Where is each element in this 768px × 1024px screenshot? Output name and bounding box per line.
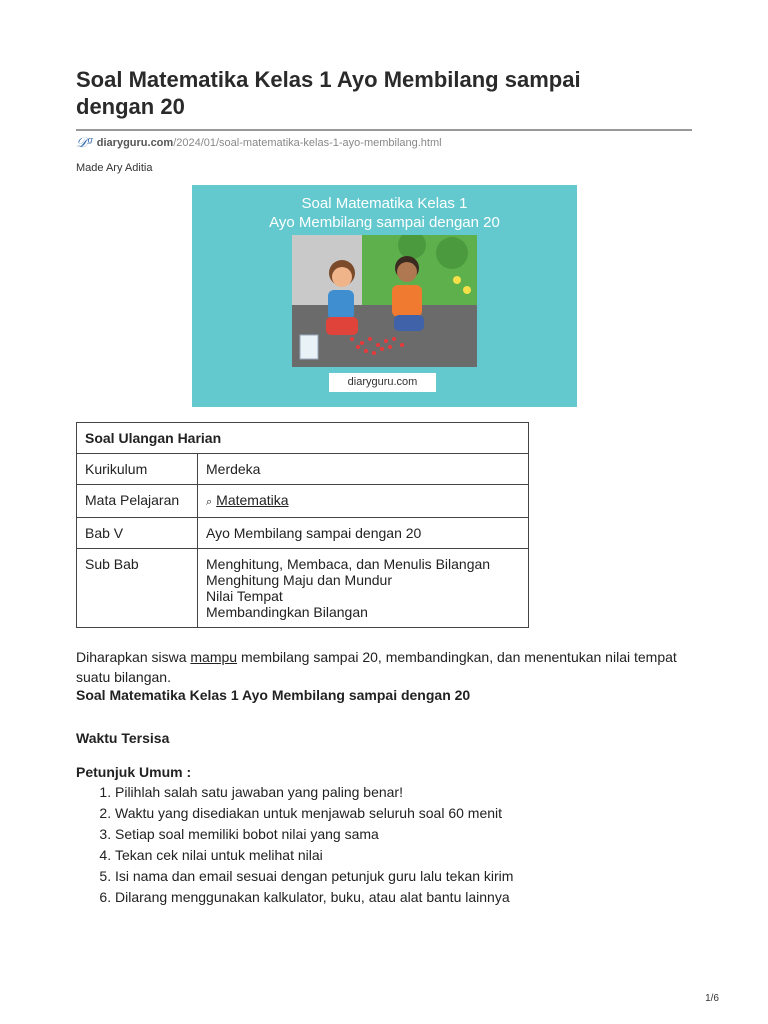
table-key: Mata Pelajaran: [77, 485, 198, 518]
table-value: [198, 549, 529, 628]
document-page: [76, 66, 692, 905]
author-name: Made Ary Aditia: [76, 162, 153, 174]
intro-text-before: Diharapkan siswa: [76, 649, 191, 665]
table-value: Merdeka: [198, 454, 529, 485]
timer-label: Waktu Tersisa: [76, 730, 170, 746]
table-row: [77, 485, 529, 518]
list-item: 1. Pilihlah salah satu jawaban yang paling benar!: [115, 782, 513, 803]
sub-bab-item: Nilai Tempat: [206, 588, 283, 604]
hero-site-label: diaryguru.com: [329, 373, 436, 392]
list-item: 4. Tekan cek nilai untuk melihat nilai: [115, 845, 513, 866]
list-item: 5. Isi nama dan email sesuai dengan petunjuk guru lalu tekan kirim: [115, 866, 513, 887]
intro-paragraph: [76, 647, 692, 687]
hero-caption-line1: Soal Matematika Kelas 1: [301, 195, 468, 212]
table-value: [198, 485, 529, 518]
sub-bab-item: Membandingkan Bilangan: [206, 604, 368, 620]
source-path[interactable]: /2024/01/soal-matematika-kelas-1-ayo-membilang.html: [173, 137, 442, 149]
intro-text-after: membilang sampai 20, membandingkan, dan menentukan nilai tempat suatu bilangan.: [76, 649, 677, 685]
table-key: Kurikulum: [77, 454, 198, 485]
table-row: [77, 549, 529, 628]
source-url[interactable]: [76, 135, 692, 151]
table-value: Ayo Membilang sampai dengan 20: [198, 518, 529, 549]
hero-image: [192, 185, 577, 407]
table-row: [77, 454, 529, 485]
search-icon: ⌕: [206, 496, 213, 508]
mampu-link[interactable]: mampu: [190, 649, 238, 665]
sub-bab-item: Menghitung Maju dan Mundur: [206, 572, 393, 588]
table-key: Bab V: [77, 518, 198, 549]
list-item: 2. Waktu yang disediakan untuk menjawab seluruh soal 60 menit: [115, 803, 513, 824]
table-row: [77, 518, 529, 549]
diaryguru-logo-icon: 𝒟ᵍ: [76, 135, 93, 151]
table-header: Soal Ulangan Harian: [77, 423, 529, 454]
page-number: 1/6: [705, 993, 719, 1004]
list-item: 6. Dilarang menggunakan kalkulator, buku, atau alat bantu lainnya: [115, 887, 513, 908]
info-table: [76, 422, 529, 628]
title-divider: [76, 129, 692, 131]
instructions-list: [76, 782, 513, 908]
table-header-row: [77, 423, 529, 454]
section-subtitle: Soal Matematika Kelas 1 Ayo Membilang sampai dengan 20: [76, 687, 471, 703]
source-domain[interactable]: diaryguru.com: [96, 137, 174, 149]
page-title: Soal Matematika Kelas 1 Ayo Membilang sampai dengan 20: [76, 67, 581, 119]
hero-caption-line2: Ayo Membilang sampai dengan 20: [269, 214, 500, 231]
children-counting-illustration: [292, 235, 477, 367]
matematika-link[interactable]: Matematika: [216, 492, 289, 508]
instructions-heading: Petunjuk Umum :: [76, 764, 192, 780]
table-key: Sub Bab: [77, 549, 198, 628]
sub-bab-item: Menghitung, Membaca, dan Menulis Bilangan: [206, 556, 491, 572]
list-item: 3. Setiap soal memiliki bobot nilai yang sama: [115, 824, 513, 845]
